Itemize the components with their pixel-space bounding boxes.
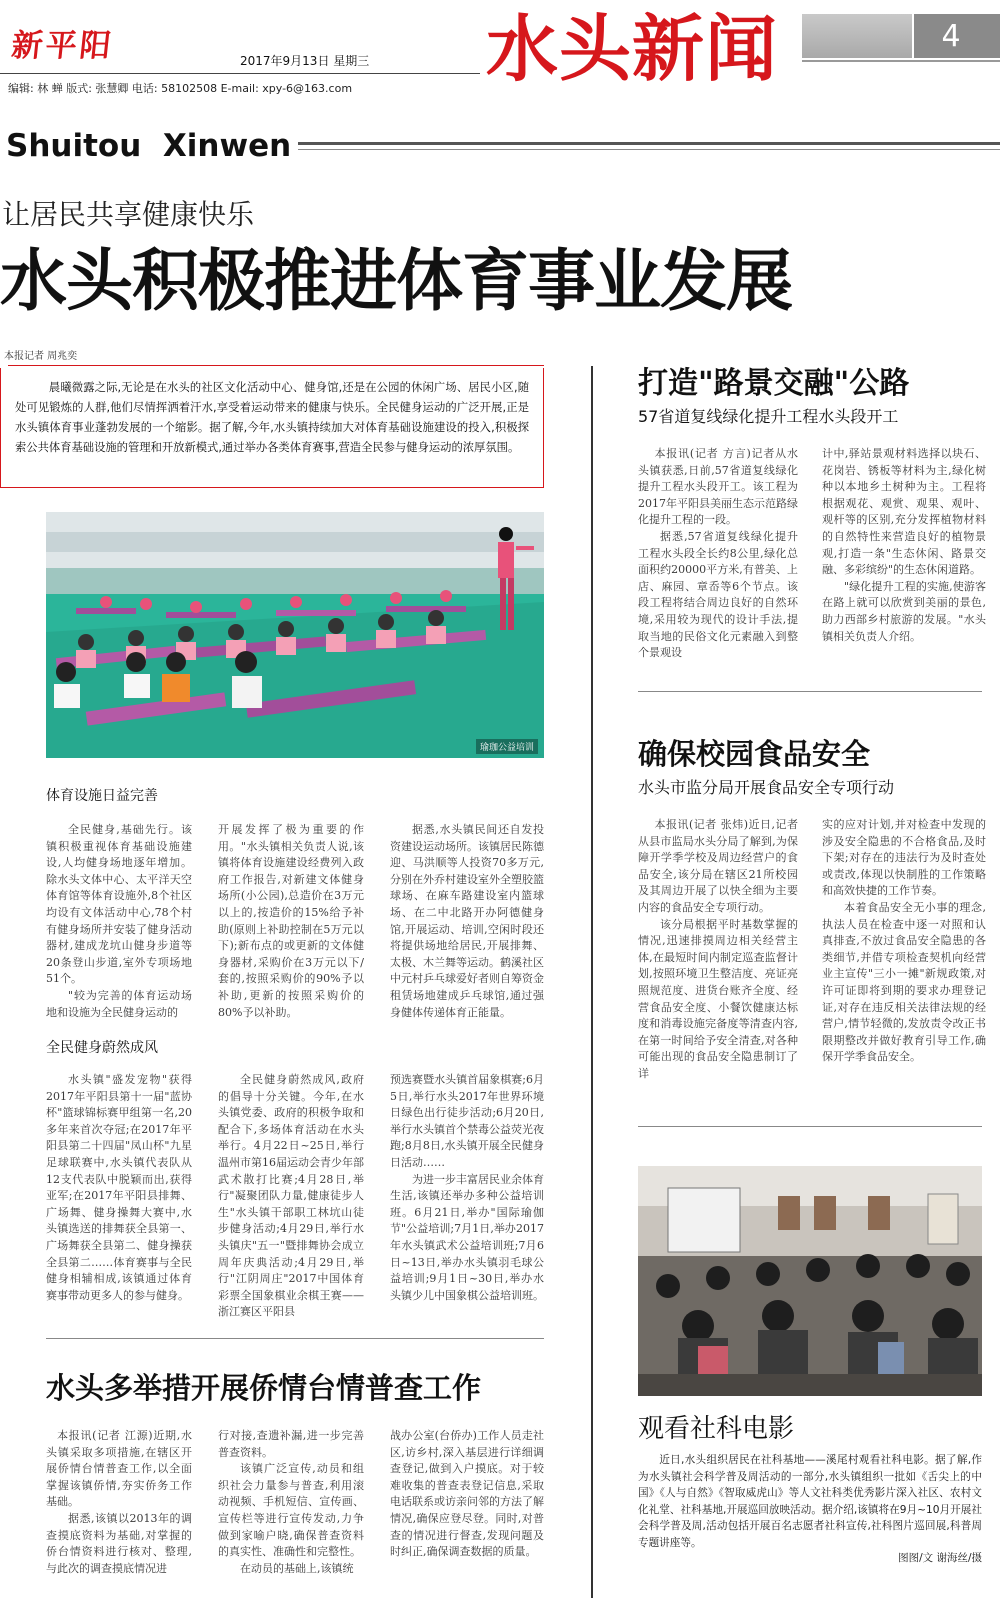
- paragraph: 全民健身蔚然成风,政府的倡导十分关键。今年,在水头镇党委、政府的积极争取和配合下,多场体育活动在水头举行。4月22日~25日,举行温州市第16届运动会青少年部武术散打比赛;4月28日,举行"凝聚团队力量,健康徒步人生"水头镇干部职工林坑山徒步健身活动;4月29日,举行水头镇庆"五一"暨排舞协会成立周年庆典活动;4月29日,举行"江阴周庄"2017中国体育彩票全国象棋业余棋王赛——浙江赛区平阳县: [218, 1073, 364, 1319]
- road-col1: [638, 446, 798, 662]
- overseas-col1: [46, 1428, 192, 1594]
- main-headline: 水头积极推进体育事业发展: [0, 242, 792, 320]
- page-number: 4: [941, 19, 961, 54]
- pinyin-rule: [298, 142, 1000, 145]
- paragraph: 战办公室(台侨办)工作人员走社区,访乡村,深入基层进行详细调查登记,做到入户摸底。对于较难收集的普查表登记信息,采取电话联系或访亲问邻的方法了解情况,确保应登尽登。同时,对普查的情况进行督查,发现问题及时纠正,确保调查数据的质量。: [390, 1429, 544, 1559]
- movie-body: [638, 1452, 982, 1548]
- overseas-headline: 水头多举措开展侨情台情普查工作: [46, 1371, 482, 1405]
- paragraph: 据悉,57省道复线绿化提升工程水头段全长约8公里,绿化总面积约20000平方米,有普美、上店、麻园、章岙等6个节点。该段工程将结合周边良好的自然环境,采用较为现代的设计手法,提取当地的民俗文化元素融入到整个景观设: [638, 529, 798, 660]
- food-headline: 确保校园食品安全: [638, 737, 871, 771]
- paragraph: 全民健身,基础先行。该镇积极重视体育基础设施建设,人均健身场地逐年增加。除水头文体中心、太平洋天空体育馆等体育设施外,8个社区均设有文体活动中心,78个村有健身场所并安装了健身活动器材,建成龙坑山健身步道等20条登山步道,室外专项场地51个。: [46, 823, 192, 986]
- paragraph: "绿化提升工程的实施,使游客在路上就可以欣赏到美丽的景色,助力西部乡村旅游的发展。"水头镇相关负责人介绍。: [822, 579, 986, 643]
- paragraph: "较为完善的体育运动场地和设施为全民健身运动的: [46, 988, 192, 1019]
- main-kicker: 让居民共享健康快乐: [2, 198, 255, 231]
- paragraph: 开展发挥了极为重要的作用。"水头镇相关负责人说,该镇将体育设施建设经费列入政府工作报告,对新建文体健身场所(小公园),总造价在3万元以上的,按造价的15%给予补助(原则上补助控制在5万元以下);新布点的或更新的文体健身器材,采购价在3万元以下/套的,按照采购价的90%予以补助,更新的按照采购价的80%予以补助。: [218, 823, 364, 1019]
- paragraph: 该分局根据平时基数掌握的情况,迅速排摸周边相关经营主体,在最短时间内制定巡查监督计划,按照环境卫生整洁度、亮证亮照规范度、进货台账齐全度、经营食品安全度、小餐饮健康达标度和消毒设施完备度等清查内容,在第一时间给予安全清查,对各种可能出现的食品安全隐患制订了详: [638, 917, 798, 1080]
- overseas-col2: [218, 1428, 364, 1594]
- photo-caption: 瑜珈公益培训: [476, 739, 538, 754]
- subhead-fitness: 全民健身蔚然成风: [46, 1040, 158, 1056]
- s2-col2: [218, 1072, 364, 1319]
- lead-top-rule: [8, 365, 544, 366]
- editor-info: 编辑: 林 蝉 版式: 张慧卿 电话: 58102508 E-mail: xpy-6@163.com: [8, 82, 353, 95]
- divider-food: [638, 1126, 982, 1127]
- paragraph: 为进一步丰富居民业余体育生活,该镇还举办多种公益培训班。6月21日,举办"国际瑜伽节"公益培训;7月1日,举办2017年水头镇武术公益培训班;7月6日~13日,举办水头镇羽毛球公益培训;9月1日~30日,举办水头镇少儿中国象棋公益培训班。: [390, 1172, 544, 1302]
- paragraph: 本报讯(记者 方言)记者从水头镇获悉,日前,57省道复线绿化提升工程水头段开工。该工程为2017年平阳县美丽生态示范路绿化提升工程的一段。: [638, 447, 798, 527]
- yoga-photo: [46, 512, 544, 758]
- s2-col3: [390, 1072, 544, 1312]
- issue-date: 2017年9月13日 星期三: [240, 54, 370, 68]
- paragraph: 实的应对计划,并对检查中发现的涉及安全隐患的不合格食品,及时下架;对存在的违法行为及时查处或责改,体现以快制胜的工作策略和高效快捷的工作节奏。: [822, 818, 986, 898]
- paragraph: 行对接,查遗补漏,进一步完善普查资料。: [218, 1429, 364, 1459]
- section-pinyin: Shuitou Xinwen: [6, 128, 292, 164]
- lead-paragraph: 晨曦微露之际,无论是在水头的社区文化活动中心、健身馆,还是在公园的休闲广场、居民小区,随处可见锻炼的人群,他们尽情挥洒着汗水,享受着运动带来的健康与快乐。全民健身运动的广泛开展,正是水头镇体育事业蓬勃发展的一个缩影。据了解,今年,水头镇持续加大对体育基础设施建设的投入,积极探索公共体育基础设施的管理和开放新模式,通过举办各类体育赛事,营造全民参与健身运动的浓厚氛围。: [15, 381, 529, 454]
- overseas-col3: [390, 1428, 544, 1594]
- paragraph: 本报讯(记者 张炜)近日,记者从县市监局水头分局了解到,为保障开学季学校及周边经营户的食品安全,该分局在辖区21所校园及其周边开展了以快全细为主要内容的食品安全专项行动。: [638, 818, 798, 914]
- s1-col2: [218, 822, 364, 1019]
- paragraph: 据悉,该镇以2013年的调查摸底资料为基础,对掌握的侨台情资料进行核对、整理,与此次的调查摸底情况进: [46, 1511, 192, 1575]
- main-byline: 本报记者 周兆奕: [4, 351, 78, 362]
- column-divider: [591, 366, 593, 1598]
- food-col1: [638, 817, 798, 1097]
- masthead-right-rule: [802, 60, 1000, 62]
- movie-credit: 图图/文 谢海丝/摄: [898, 1552, 982, 1564]
- paragraph: 本着食品安全无小事的理念,执法人员在检查中逐一对照和认真排查,不放过食品安全隐患的各类细节,并借专项检查契机向经营业主宣传"三小一摊"新规政策,对许可证即将到期的要求办理登记证,对存在违反相关法律法规的经营户,情节轻微的,发放责令改正书限期整改并做好教育引导工作,确保开学季食品安全。: [822, 900, 986, 1064]
- divider-road: [638, 691, 982, 692]
- section-title: 水头新闻: [486, 7, 779, 91]
- s1-col3: [390, 822, 544, 1019]
- road-subhead: 57省道复线绿化提升工程水头段开工: [638, 407, 899, 426]
- paragraph: 预选赛暨水头镇首届象棋赛;6月5日,举行水头2017年世界环境日绿色出行徒步活动;6月20日,举行水头镇首个禁毒公益荧光夜跑;8月8日,水头镇开展全民健身日活动……: [390, 1073, 544, 1169]
- masthead-logo: 新平阳: [9, 28, 116, 64]
- paragraph: 计中,驿站景观材料选择以块石、花岗岩、锈板等材料为主,绿化树种以本地乡土树种为主。工程将根据观花、观赏、观果、观叶、观杆等的区别,充分发挥植物材料的自然特性来营造良好的植物景观,打造一条"生态休闲、路景交融、多彩缤纷"的生态休闲道路。: [822, 447, 986, 577]
- s2-col1: [46, 1072, 192, 1312]
- lead-box: [0, 368, 544, 488]
- movie-headline: 观看社科电影: [638, 1414, 795, 1444]
- pinyin-rule-thin: [298, 149, 1000, 150]
- food-col2: [822, 817, 986, 1097]
- masthead-rule: [0, 73, 480, 74]
- movie-photo: [638, 1166, 982, 1396]
- food-subhead: 水头市监分局开展食品安全专项行动: [638, 778, 895, 797]
- subhead-facilities: 体育设施日益完善: [46, 788, 158, 804]
- paragraph: 近日,水头组织居民在社科基地——溪尾村观看社科电影。据了解,作为水头镇社会科学普及周活动的一部分,水头镇组织一批如《舌尖上的中国》《人与自然》《智取威虎山》等人文社科类优秀影片深入社区、农村文化礼堂、社科基地,开展巡回放映活动。据介绍,该镇将在9月~10月开展社会科学普及周,活动包括开展百名志愿者社科宣传,社科图片巡回展,科普周专题讲座等。: [638, 1454, 982, 1549]
- masthead-bar: [802, 14, 912, 58]
- s1-col1: [46, 822, 192, 1019]
- paragraph: 本报讯(记者 江源)近期,水头镇采取多项措施,在辖区开展侨情台情普查工作,以全面掌握该镇侨情,夯实侨务工作基础。: [46, 1429, 192, 1509]
- paragraph: 水头镇"盛发宠物"获得2017年平阳县第十一届"蓝协杯"篮球锦标赛甲组第一名,20多年来首次夺冠;在2017年平阳县第二十四届"凤山杯"九星足球联赛中,水头镇代表队从12支代表队中脱颖而出,获得亚军;在2017年平阳县排舞、广场舞、健身操舞大赛中,水头镇选送的排舞获全县第一、广场舞获全县第二、健身操获全县第二……体育赛事与全民健身相辅相成,该镇通过体育赛事带动更多人的参与健身。: [46, 1073, 192, 1302]
- paragraph: 在动员的基础上,该镇统: [240, 1561, 354, 1575]
- divider-overseas: [46, 1338, 544, 1339]
- road-col2: [822, 446, 986, 662]
- paragraph: 该镇广泛宣传,动员和组织社会力量参与普查,利用滚动视频、手机短信、宣传画、宣传栏等进行宣传发动,力争做到家喻户晓,确保普查资料的真实性、准确性和完整性。: [218, 1462, 364, 1559]
- paragraph: 据悉,水头镇民间还自发投资建设运动场所。该镇居民陈德迎、马洪顺等人投资70多万元,分别在外乔村建设室外全塑胶篮球场、在麻车路建设室内篮球场、在二中北路开办阿德健身馆,开展运动、培训,空闲时段还将提供场地给居民,开展排舞、太极、木兰舞等运动。鹤溪社区中元村乒乓球爱好者则自筹资金租赁场地建成乒乓球馆,通过强身健体传递体育正能量。: [390, 823, 544, 1019]
- road-headline: 打造"路景交融"公路: [638, 366, 910, 401]
